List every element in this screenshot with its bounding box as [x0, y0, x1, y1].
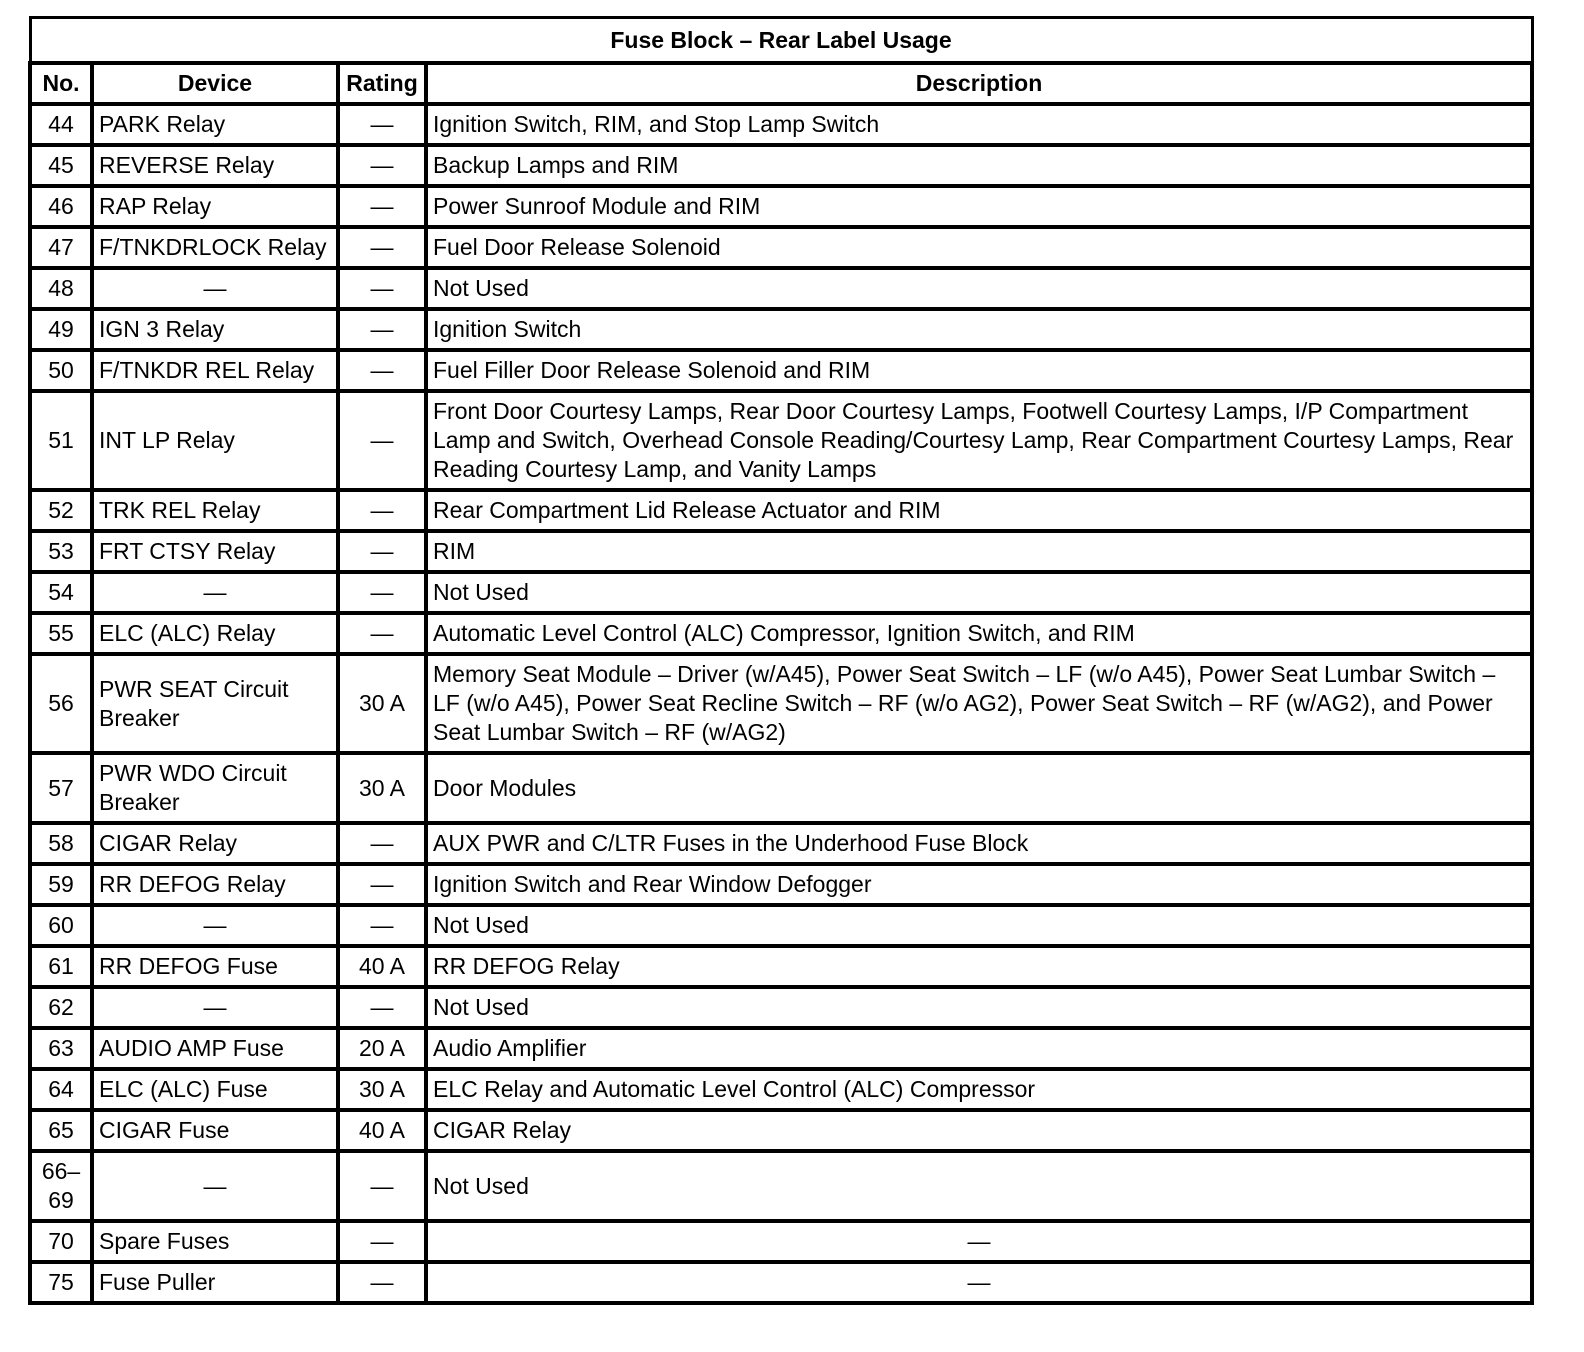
cell-no: 50 [30, 350, 92, 391]
table-row [30, 1110, 1532, 1151]
cell-rating: 40 A [338, 1110, 426, 1151]
table-row [30, 864, 1532, 905]
cell-description: CIGAR Relay [426, 1110, 1532, 1151]
cell-description: AUX PWR and C/LTR Fuses in the Underhood Fuse Block [426, 823, 1532, 864]
cell-description: — [426, 1262, 1532, 1303]
cell-description: Power Sunroof Module and RIM [426, 186, 1532, 227]
cell-description: — [426, 1221, 1532, 1262]
cell-description: Not Used [426, 987, 1532, 1028]
cell-no: 44 [30, 104, 92, 145]
cell-no: 54 [30, 572, 92, 613]
table-row [30, 905, 1532, 946]
table-header-row [30, 63, 1532, 104]
table-row [30, 654, 1532, 753]
cell-rating: — [338, 490, 426, 531]
cell-description: Door Modules [426, 753, 1532, 823]
cell-rating: — [338, 350, 426, 391]
fuse-block-table [28, 16, 1534, 1305]
cell-device: — [92, 905, 338, 946]
cell-description: RIM [426, 531, 1532, 572]
table-row [30, 391, 1532, 490]
cell-no: 55 [30, 613, 92, 654]
cell-no: 75 [30, 1262, 92, 1303]
cell-rating: 30 A [338, 753, 426, 823]
cell-no: 53 [30, 531, 92, 572]
cell-no: 48 [30, 268, 92, 309]
cell-description: Not Used [426, 1151, 1532, 1221]
table-row [30, 350, 1532, 391]
cell-rating: — [338, 186, 426, 227]
cell-device: — [92, 1151, 338, 1221]
cell-device: RR DEFOG Relay [92, 864, 338, 905]
cell-no: 52 [30, 490, 92, 531]
cell-no: 51 [30, 391, 92, 490]
table-row [30, 1221, 1532, 1262]
cell-device: ELC (ALC) Relay [92, 613, 338, 654]
cell-device: RAP Relay [92, 186, 338, 227]
table-row [30, 1262, 1532, 1303]
cell-device: CIGAR Relay [92, 823, 338, 864]
cell-description: Rear Compartment Lid Release Actuator and RIM [426, 490, 1532, 531]
cell-no: 70 [30, 1221, 92, 1262]
table-row [30, 309, 1532, 350]
cell-no: 49 [30, 309, 92, 350]
cell-no: 46 [30, 186, 92, 227]
cell-device: PWR SEAT Circuit Breaker [92, 654, 338, 753]
cell-no: 45 [30, 145, 92, 186]
table-body [30, 104, 1532, 1303]
table-row [30, 572, 1532, 613]
table-row [30, 946, 1532, 987]
header-description: Description [426, 63, 1532, 104]
table-row [30, 823, 1532, 864]
table-row [30, 227, 1532, 268]
header-rating: Rating [338, 63, 426, 104]
cell-rating: — [338, 104, 426, 145]
table-row [30, 186, 1532, 227]
table-title-row [30, 18, 1532, 64]
cell-device: PWR WDO Circuit Breaker [92, 753, 338, 823]
header-no: No. [30, 63, 92, 104]
cell-description: Not Used [426, 572, 1532, 613]
cell-rating: — [338, 309, 426, 350]
cell-rating: — [338, 864, 426, 905]
cell-no: 64 [30, 1069, 92, 1110]
cell-rating: — [338, 1221, 426, 1262]
cell-rating: — [338, 531, 426, 572]
cell-device: AUDIO AMP Fuse [92, 1028, 338, 1069]
table-row [30, 987, 1532, 1028]
cell-no: 63 [30, 1028, 92, 1069]
cell-description: RR DEFOG Relay [426, 946, 1532, 987]
cell-description: Ignition Switch, RIM, and Stop Lamp Switch [426, 104, 1532, 145]
cell-device: — [92, 268, 338, 309]
cell-description: Automatic Level Control (ALC) Compressor, Ignition Switch, and RIM [426, 613, 1532, 654]
cell-device: RR DEFOG Fuse [92, 946, 338, 987]
cell-device: Spare Fuses [92, 1221, 338, 1262]
cell-rating: — [338, 391, 426, 490]
cell-description: Memory Seat Module – Driver (w/A45), Power Seat Switch – LF (w/o A45), Power Seat Lumbar Switch – LF (w/o A45), Power Seat Recline Switch – RF (w/o AG2), Power Seat Switch – RF (w/AG2), and Power Seat Lumbar Switch – RF (w/AG2) [426, 654, 1532, 753]
cell-device: F/TNKDRLOCK Relay [92, 227, 338, 268]
cell-description: Not Used [426, 268, 1532, 309]
table-title: Fuse Block – Rear Label Usage [30, 18, 1532, 64]
cell-description: Ignition Switch [426, 309, 1532, 350]
cell-device: IGN 3 Relay [92, 309, 338, 350]
cell-device: — [92, 572, 338, 613]
table-row [30, 613, 1532, 654]
cell-no: 61 [30, 946, 92, 987]
cell-device: TRK REL Relay [92, 490, 338, 531]
cell-description: Not Used [426, 905, 1532, 946]
cell-rating: 30 A [338, 1069, 426, 1110]
cell-description: Audio Amplifier [426, 1028, 1532, 1069]
cell-device: CIGAR Fuse [92, 1110, 338, 1151]
cell-no: 59 [30, 864, 92, 905]
cell-description: Fuel Door Release Solenoid [426, 227, 1532, 268]
table-row [30, 1028, 1532, 1069]
cell-rating: — [338, 613, 426, 654]
cell-no: 58 [30, 823, 92, 864]
cell-rating: — [338, 823, 426, 864]
cell-rating: — [338, 145, 426, 186]
cell-device: REVERSE Relay [92, 145, 338, 186]
cell-description: Fuel Filler Door Release Solenoid and RIM [426, 350, 1532, 391]
cell-rating: — [338, 572, 426, 613]
cell-no: 66–69 [30, 1151, 92, 1221]
cell-rating: — [338, 1262, 426, 1303]
cell-device: PARK Relay [92, 104, 338, 145]
table-row [30, 753, 1532, 823]
cell-no: 56 [30, 654, 92, 753]
table-row [30, 268, 1532, 309]
table-row [30, 104, 1532, 145]
cell-description: Backup Lamps and RIM [426, 145, 1532, 186]
cell-rating: — [338, 905, 426, 946]
cell-rating: — [338, 987, 426, 1028]
table-row [30, 1069, 1532, 1110]
table-row [30, 490, 1532, 531]
cell-device: F/TNKDR REL Relay [92, 350, 338, 391]
cell-device: Fuse Puller [92, 1262, 338, 1303]
cell-rating: 40 A [338, 946, 426, 987]
cell-no: 60 [30, 905, 92, 946]
cell-rating: — [338, 1151, 426, 1221]
header-device: Device [92, 63, 338, 104]
cell-no: 47 [30, 227, 92, 268]
cell-description: Ignition Switch and Rear Window Defogger [426, 864, 1532, 905]
cell-no: 57 [30, 753, 92, 823]
cell-device: INT LP Relay [92, 391, 338, 490]
cell-rating: — [338, 268, 426, 309]
cell-no: 62 [30, 987, 92, 1028]
cell-rating: 20 A [338, 1028, 426, 1069]
cell-rating: 30 A [338, 654, 426, 753]
cell-description: ELC Relay and Automatic Level Control (ALC) Compressor [426, 1069, 1532, 1110]
cell-device: FRT CTSY Relay [92, 531, 338, 572]
table-row [30, 1151, 1532, 1221]
cell-no: 65 [30, 1110, 92, 1151]
table-row [30, 145, 1532, 186]
fuse-table-container [28, 16, 1530, 1305]
cell-description: Front Door Courtesy Lamps, Rear Door Courtesy Lamps, Footwell Courtesy Lamps, I/P Compartment Lamp and Switch, Overhead Console Reading/Courtesy Lamp, Rear Compartment Courtesy Lamps, Rear Reading Courtesy Lamp, and Vanity Lamps [426, 391, 1532, 490]
cell-device: — [92, 987, 338, 1028]
table-row [30, 531, 1532, 572]
cell-device: ELC (ALC) Fuse [92, 1069, 338, 1110]
cell-rating: — [338, 227, 426, 268]
